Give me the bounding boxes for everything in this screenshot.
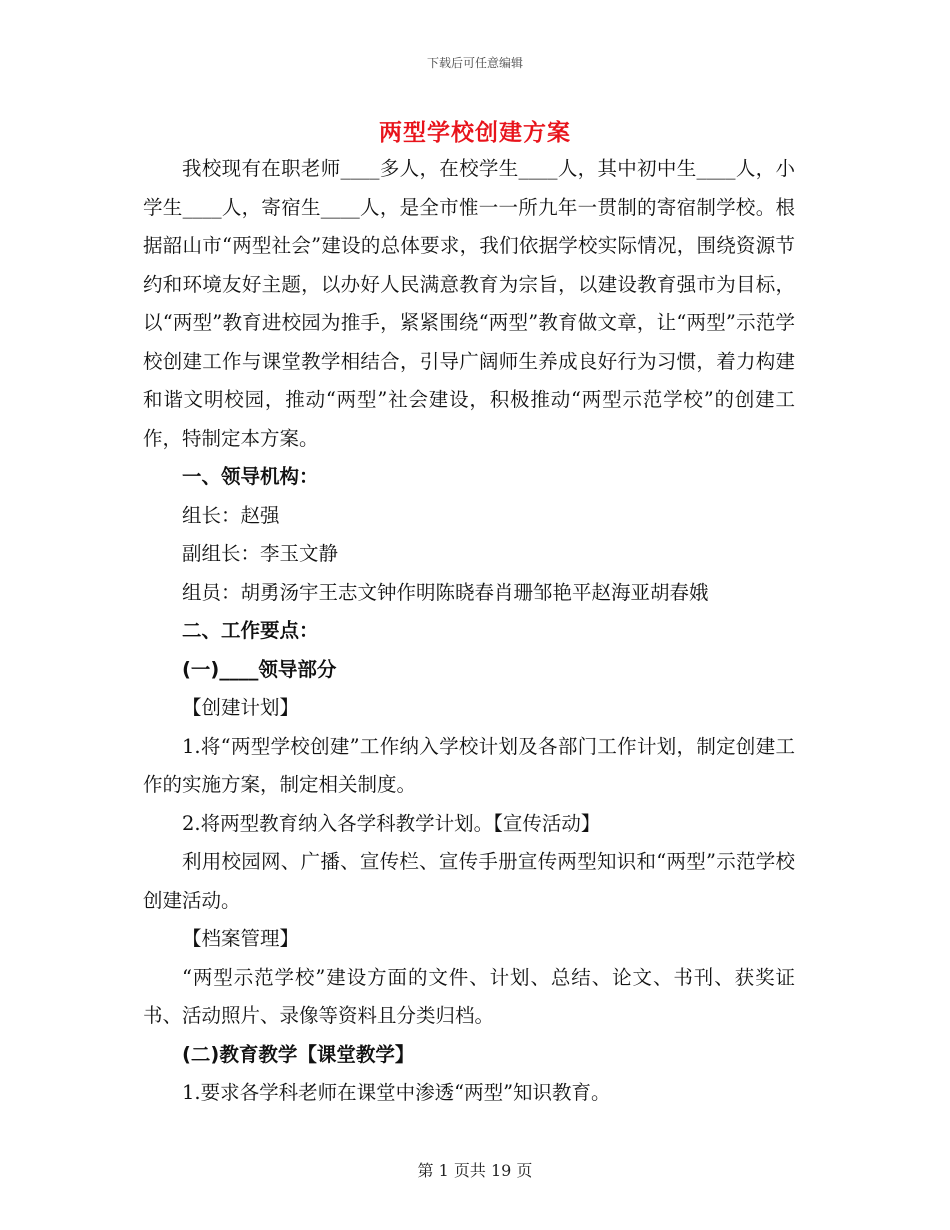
intro-paragraph: 我校现有在职老师____多人，在校学生____人，其中初中生____人，小学生____人，寄宿生____人，是全市惟一一所九年一贯制的寄宿制学校。根据韶山市“两型社会”建设的总体要求，我们依据学校实际情况，围绕资源节约和环境友好主题，以办好人民满意教育为宗旨，以建设教育强市为目标，以“两型”教育进校园为推手，紧紧围绕“两型”教育做文章，让“两型”示范学校创建工作与课堂教学相结合，引导广阔师生养成良好行为习惯，着力构建和谐文明校园，推动“两型”社会建设，积极推动“两型示范学校”的创建工作，特制定本方案。 [143,157,795,450]
archive-tag: 【档案管理】 [182,927,300,950]
publicity-paragraph: 利用校园网、广播、宣传栏、宣传手册宣传两型知识和“两型”示范学校创建活动。 [143,850,795,912]
document-title: 两型学校创建方案 [379,120,571,146]
subsection1-heading: (一)____领导部分 [182,657,337,681]
teaching-item-1: 1.要求各学科老师在课堂中渗透“两型”知识教育。 [182,1081,611,1104]
deputy-line: 副组长：李玉文静 [182,542,339,565]
section1-heading: 一、领导机构： [182,465,319,488]
archive-paragraph: “两型示范学校”建设方面的文件、计划、总结、论文、书刊、获奖证书、活动照片、录像等资料且分类归档。 [143,965,795,1027]
leader-line: 组长：赵强 [182,503,280,527]
members-line: 组员：胡勇汤宇王志文钟作明陈晓春肖珊邹艳平赵海亚胡春娥 [182,580,709,604]
page-footer: 第 1 页共 19 页 [417,1161,533,1180]
plan-tag: 【创建计划】 [182,696,300,719]
section2-heading: 二、工作要点： [182,619,319,642]
page-header: 下载后可任意编辑 [426,56,523,70]
subsection2-heading: (二)教育教学【课堂教学】 [182,1042,415,1066]
document-body [143,150,795,1113]
plan-item-2: 2.将两型教育纳入各学科教学计划。【宣传活动】 [182,811,601,835]
plan-item-1: 1.将“两型学校创建”工作纳入学校计划及各部门工作计划，制定创建工作的实施方案，制定相关制度。 [143,734,795,796]
